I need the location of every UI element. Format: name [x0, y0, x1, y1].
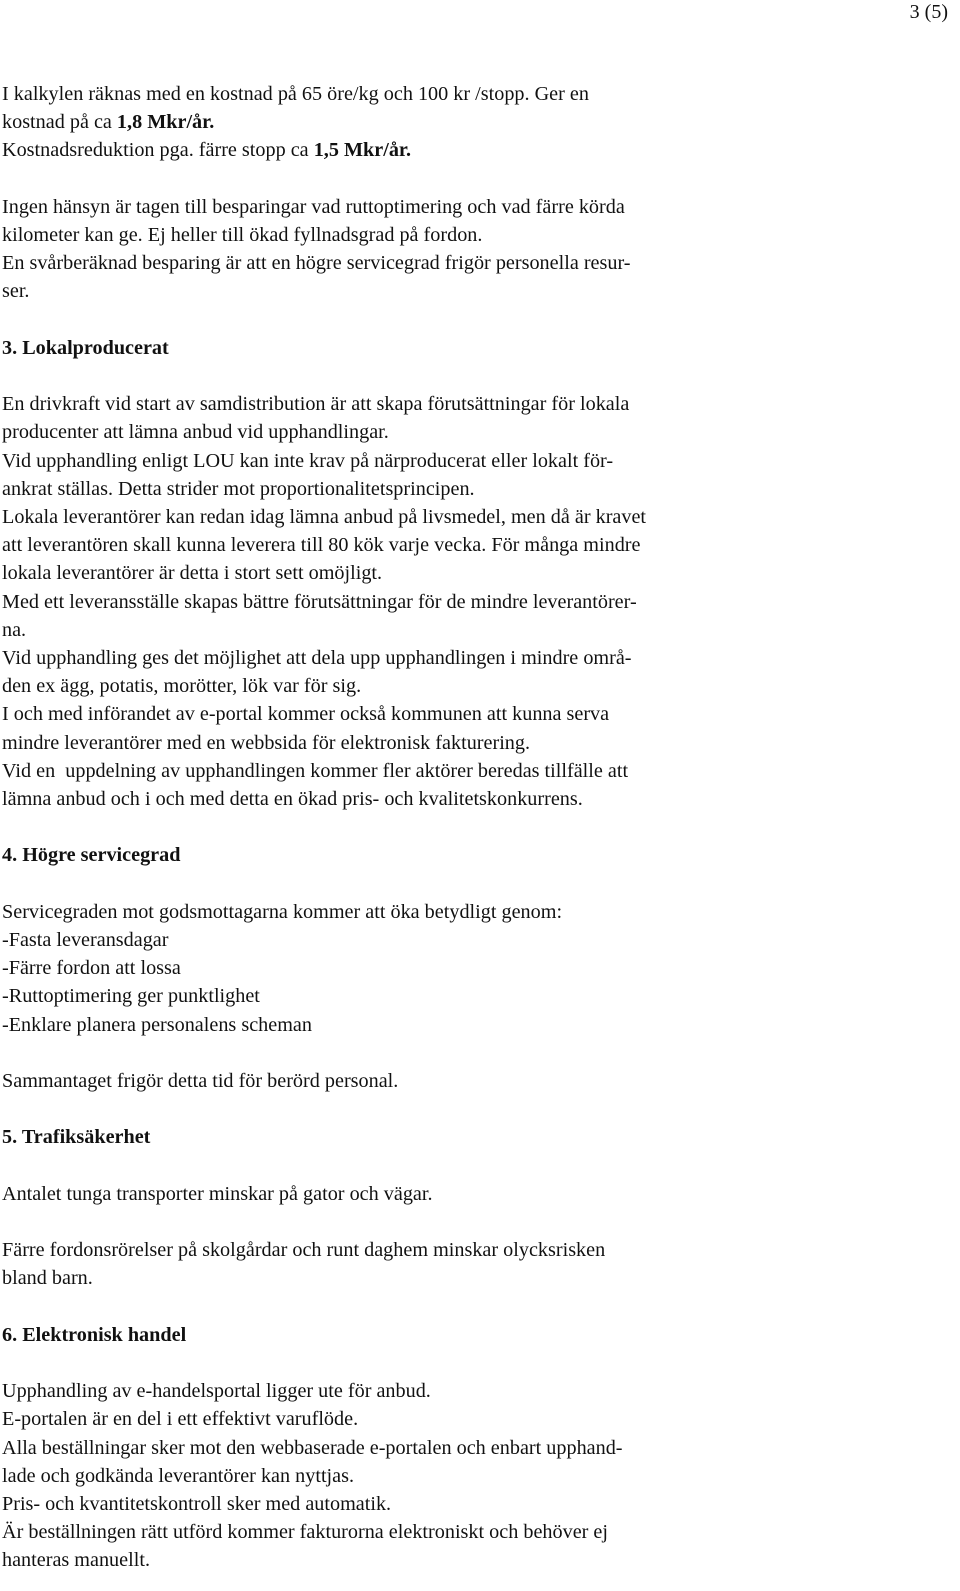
- section-heading-trafiksakerhet: 5. Trafiksäkerhet: [2, 1126, 151, 1149]
- spacer: [2, 813, 942, 841]
- paragraph-line: Antalet tunga transporter minskar på gator och vägar.: [2, 1182, 433, 1205]
- list-item: -Färre fordon att lossa: [2, 957, 181, 980]
- paragraph-line: ankrat ställas. Detta strider mot proportionalitetsprincipen.: [2, 477, 475, 500]
- spacer: [2, 165, 942, 193]
- paragraph-line: producenter att lämna anbud vid upphandlingar.: [2, 421, 389, 444]
- spacer: [2, 1152, 942, 1180]
- spacer: [2, 306, 942, 334]
- spacer: [2, 1349, 942, 1377]
- list-item: -Ruttoptimering ger punktlighet: [2, 985, 260, 1008]
- list-item: -Enklare planera personalens scheman: [2, 1013, 312, 1036]
- paragraph-line: lokala leverantörer är detta i stort sett omöjligt.: [2, 562, 383, 585]
- paragraph-line: Färre fordonsrörelser på skolgårdar och runt daghem minskar olycksrisken: [2, 1239, 606, 1262]
- spacer: [2, 870, 942, 898]
- section-heading-hogre-servicegrad: 4. Högre servicegrad: [2, 844, 181, 867]
- paragraph-line: Servicegraden mot godsmottagarna kommer att öka betydligt genom:: [2, 900, 563, 923]
- paragraph-line: E-portalen är en del i ett effektivt varuflöde.: [2, 1408, 359, 1431]
- paragraph-line: I och med införandet av e-portal kommer också kommunen att kunna serva: [2, 703, 610, 726]
- spacer: [2, 362, 942, 390]
- paragraph-line: Lokala leverantörer kan redan idag lämna anbud på livsmedel, men då är kravet: [2, 506, 647, 528]
- page-number: 3 (5): [909, 1, 948, 23]
- intro-line-6: En svårberäknad besparing är att en högre servicegrad frigör personella resur-: [2, 252, 631, 275]
- paragraph-line: lade och godkända leverantörer kan nyttjas.: [2, 1464, 355, 1487]
- paragraph-line: att leverantören skall kunna leverera till 80 kök varje vecka. För många mindre: [2, 534, 641, 557]
- spacer: [2, 1095, 942, 1123]
- paragraph-line: bland barn.: [2, 1267, 93, 1290]
- paragraph-line: Upphandling av e-handelsportal ligger ute för anbud.: [2, 1380, 431, 1403]
- intro-line-3: [2, 136, 942, 164]
- paragraph-line: Med ett leveransställe skapas bättre förutsättningar för de mindre leverantörer-: [2, 590, 637, 613]
- paragraph-line: na.: [2, 618, 27, 641]
- paragraph-line: Vid en uppdelning av upphandlingen kommer fler aktörer beredas tillfälle att: [2, 759, 629, 782]
- section-heading-elektronisk-handel: 6. Elektronisk handel: [2, 1323, 187, 1346]
- paragraph-line: mindre leverantörer med en webbsida för elektronisk fakturering.: [2, 731, 531, 754]
- list-item: -Fasta leveransdagar: [2, 929, 169, 952]
- spacer: [2, 1293, 942, 1321]
- document-body: [2, 80, 942, 1575]
- paragraph-line: En drivkraft vid start av samdistribution är att skapa förutsättningar för lokala: [2, 393, 630, 416]
- paragraph-line: Vid upphandling enligt LOU kan inte krav på närproducerat eller lokalt för-: [2, 449, 614, 472]
- cost-figure: 1,8 Mkr/år.: [116, 111, 215, 134]
- paragraph-line: den ex ägg, potatis, morötter, lök var för sig.: [2, 675, 362, 698]
- paragraph-line: Vid upphandling ges det möjlighet att dela upp upphandlingen i mindre områ-: [2, 647, 632, 670]
- paragraph-line: lämna anbud och i och med detta en ökad pris- och kvalitetskonkurrens.: [2, 788, 583, 811]
- paragraph-line: Sammantaget frigör detta tid för berörd personal.: [2, 1070, 399, 1093]
- cost-reduction-figure: 1,5 Mkr/år.: [313, 139, 412, 162]
- paragraph-line: hanteras manuellt.: [2, 1549, 150, 1572]
- intro-line-7: ser.: [2, 280, 30, 303]
- intro-line-3-text: Kostnadsreduktion pga. färre stopp ca: [2, 139, 314, 162]
- intro-line-4: Ingen hänsyn är tagen till besparingar vad ruttoptimering och vad färre körda: [2, 195, 625, 218]
- intro-line-5: kilometer kan ge. Ej heller till ökad fyllnadsgrad på fordon.: [2, 224, 483, 246]
- intro-line-2: [2, 108, 942, 136]
- intro-line-2-text: kostnad på ca: [2, 111, 117, 134]
- paragraph-line: Pris- och kvantitetskontroll sker med automatik.: [2, 1492, 392, 1515]
- spacer: [2, 1039, 942, 1067]
- intro-line-1: I kalkylen räknas med en kostnad på 65 öre/kg och 100 kr /stopp. Ger en: [2, 83, 589, 105]
- spacer: [2, 1208, 942, 1236]
- section-heading-lokalproducerat: 3. Lokalproducerat: [2, 336, 169, 359]
- paragraph-line: Alla beställningar sker mot den webbaserade e-portalen och enbart upphand-: [2, 1436, 623, 1459]
- paragraph-line: Är beställningen rätt utförd kommer fakturorna elektroniskt och behöver ej: [2, 1521, 608, 1544]
